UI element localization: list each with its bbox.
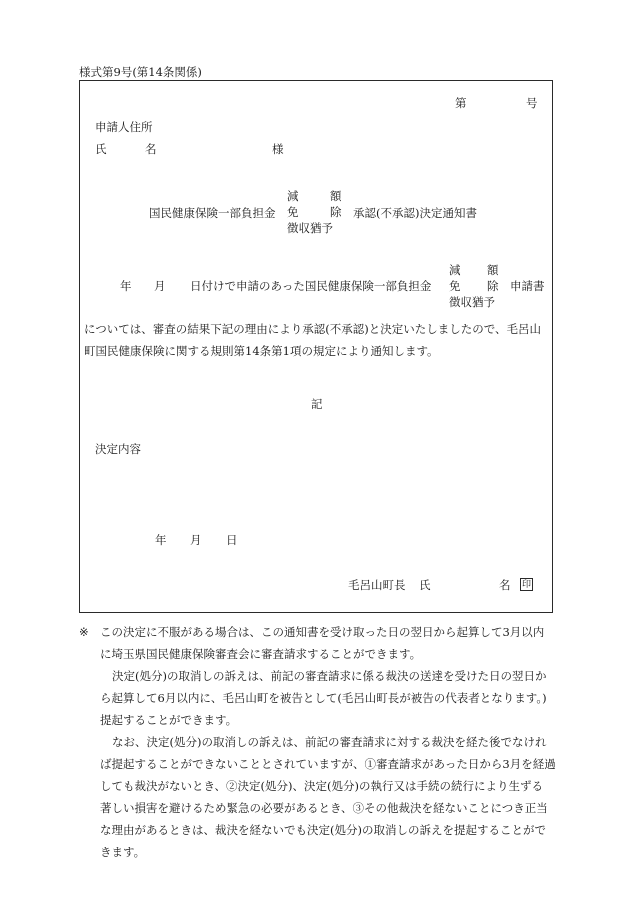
note-line: ら起算して6月以内に、毛呂山町を被告として(毛呂山町長が被告の代表者となります。) <box>100 691 547 705</box>
body-paragraph <box>84 318 541 362</box>
body-opt-jo: 除 <box>487 279 499 293</box>
title-options-col2 <box>330 188 342 220</box>
number-dai: 第 <box>455 96 467 110</box>
body-month: 月 <box>154 279 166 293</box>
note-line: 提起することができます。 <box>100 713 238 727</box>
body-opt-gen: 減 <box>449 263 461 277</box>
decision-content-label: 決定内容 <box>95 442 141 456</box>
date-day: 日 <box>226 533 238 547</box>
note-line: 決定(処分)の取消しの訴えは、前記の審査請求に係る裁決の送達を受けた日の翌日か <box>112 669 547 683</box>
note-line: しても裁決がないとき、②決定(処分)、決定(処分)の執行又は手続の続行により生ずる <box>100 779 543 793</box>
note-line: ば提起することができないこととされていますが、①審査請求があった日から3月を経過 <box>100 757 556 771</box>
note-line: な理由があるときは、裁決を経ないでも決定(処分)の取消しの訴えを提起することがで <box>100 823 546 837</box>
title-opt-jo: 除 <box>330 205 342 219</box>
notes-block <box>100 621 556 863</box>
note-line: 著しい損害を避けるため緊急の必要があるとき、③その他裁決を経ないことにつき正当 <box>100 801 548 815</box>
signature-mei: 名 <box>499 578 511 592</box>
note-line: この決定に不服がある場合は、この通知書を受け取った日の翌日から起算して3月以内 <box>100 625 545 639</box>
body-paragraph-line1: については、審査の結果下記の理由により承認(不承認)と決定いたしましたので、毛呂山 <box>84 322 542 336</box>
title-opt-gen: 減 <box>287 189 299 203</box>
title-left: 国民健康保険一部負担金 <box>149 206 276 220</box>
number-go: 号 <box>526 96 538 110</box>
signature-title: 毛呂山町長 <box>348 578 406 592</box>
note-line: に埼玉県国民健康保険審査会に審査請求することができます。 <box>100 647 422 661</box>
note-mark: ※ <box>79 625 89 639</box>
title-opt-choshu: 徴収猶予 <box>287 221 333 235</box>
body-opt-choshu: 徴収猶予 <box>449 295 495 309</box>
body-date-phrase: 日付けで申請のあった国民健康保険一部負担金 <box>190 279 432 293</box>
date-year: 年 <box>155 533 167 547</box>
title-opt-gaku: 額 <box>330 189 342 203</box>
body-year: 年 <box>120 279 132 293</box>
honorific-sama: 様 <box>272 142 284 156</box>
applicant-address-label: 申請人住所 <box>95 120 153 134</box>
body-opt-men: 免 <box>449 279 461 293</box>
signature-shi: 氏 <box>419 578 431 592</box>
applicant-name-shi: 氏 <box>95 142 107 156</box>
form-number-label: 様式第9号(第14条関係) <box>79 65 202 79</box>
body-suffix: 申請書 <box>510 279 545 293</box>
body-paragraph-line2: 町国民健康保険に関する規則第14条第1項の規定により通知します。 <box>84 344 439 358</box>
seal-icon: 印 <box>521 580 531 590</box>
note-line: なお、決定(処分)の取消しの訴えは、前記の審査請求に対する裁決を経た後でなけれ <box>112 735 547 749</box>
title-right: 承認(不承認)決定通知書 <box>353 206 477 220</box>
body-options-col2 <box>487 262 499 294</box>
date-month: 月 <box>190 533 202 547</box>
ki-heading: 記 <box>311 397 323 411</box>
applicant-name-mei: 名 <box>145 142 157 156</box>
note-line: きます。 <box>100 845 146 859</box>
title-options-col1 <box>287 188 333 236</box>
title-opt-men: 免 <box>287 205 299 219</box>
body-opt-gaku: 額 <box>487 263 499 277</box>
